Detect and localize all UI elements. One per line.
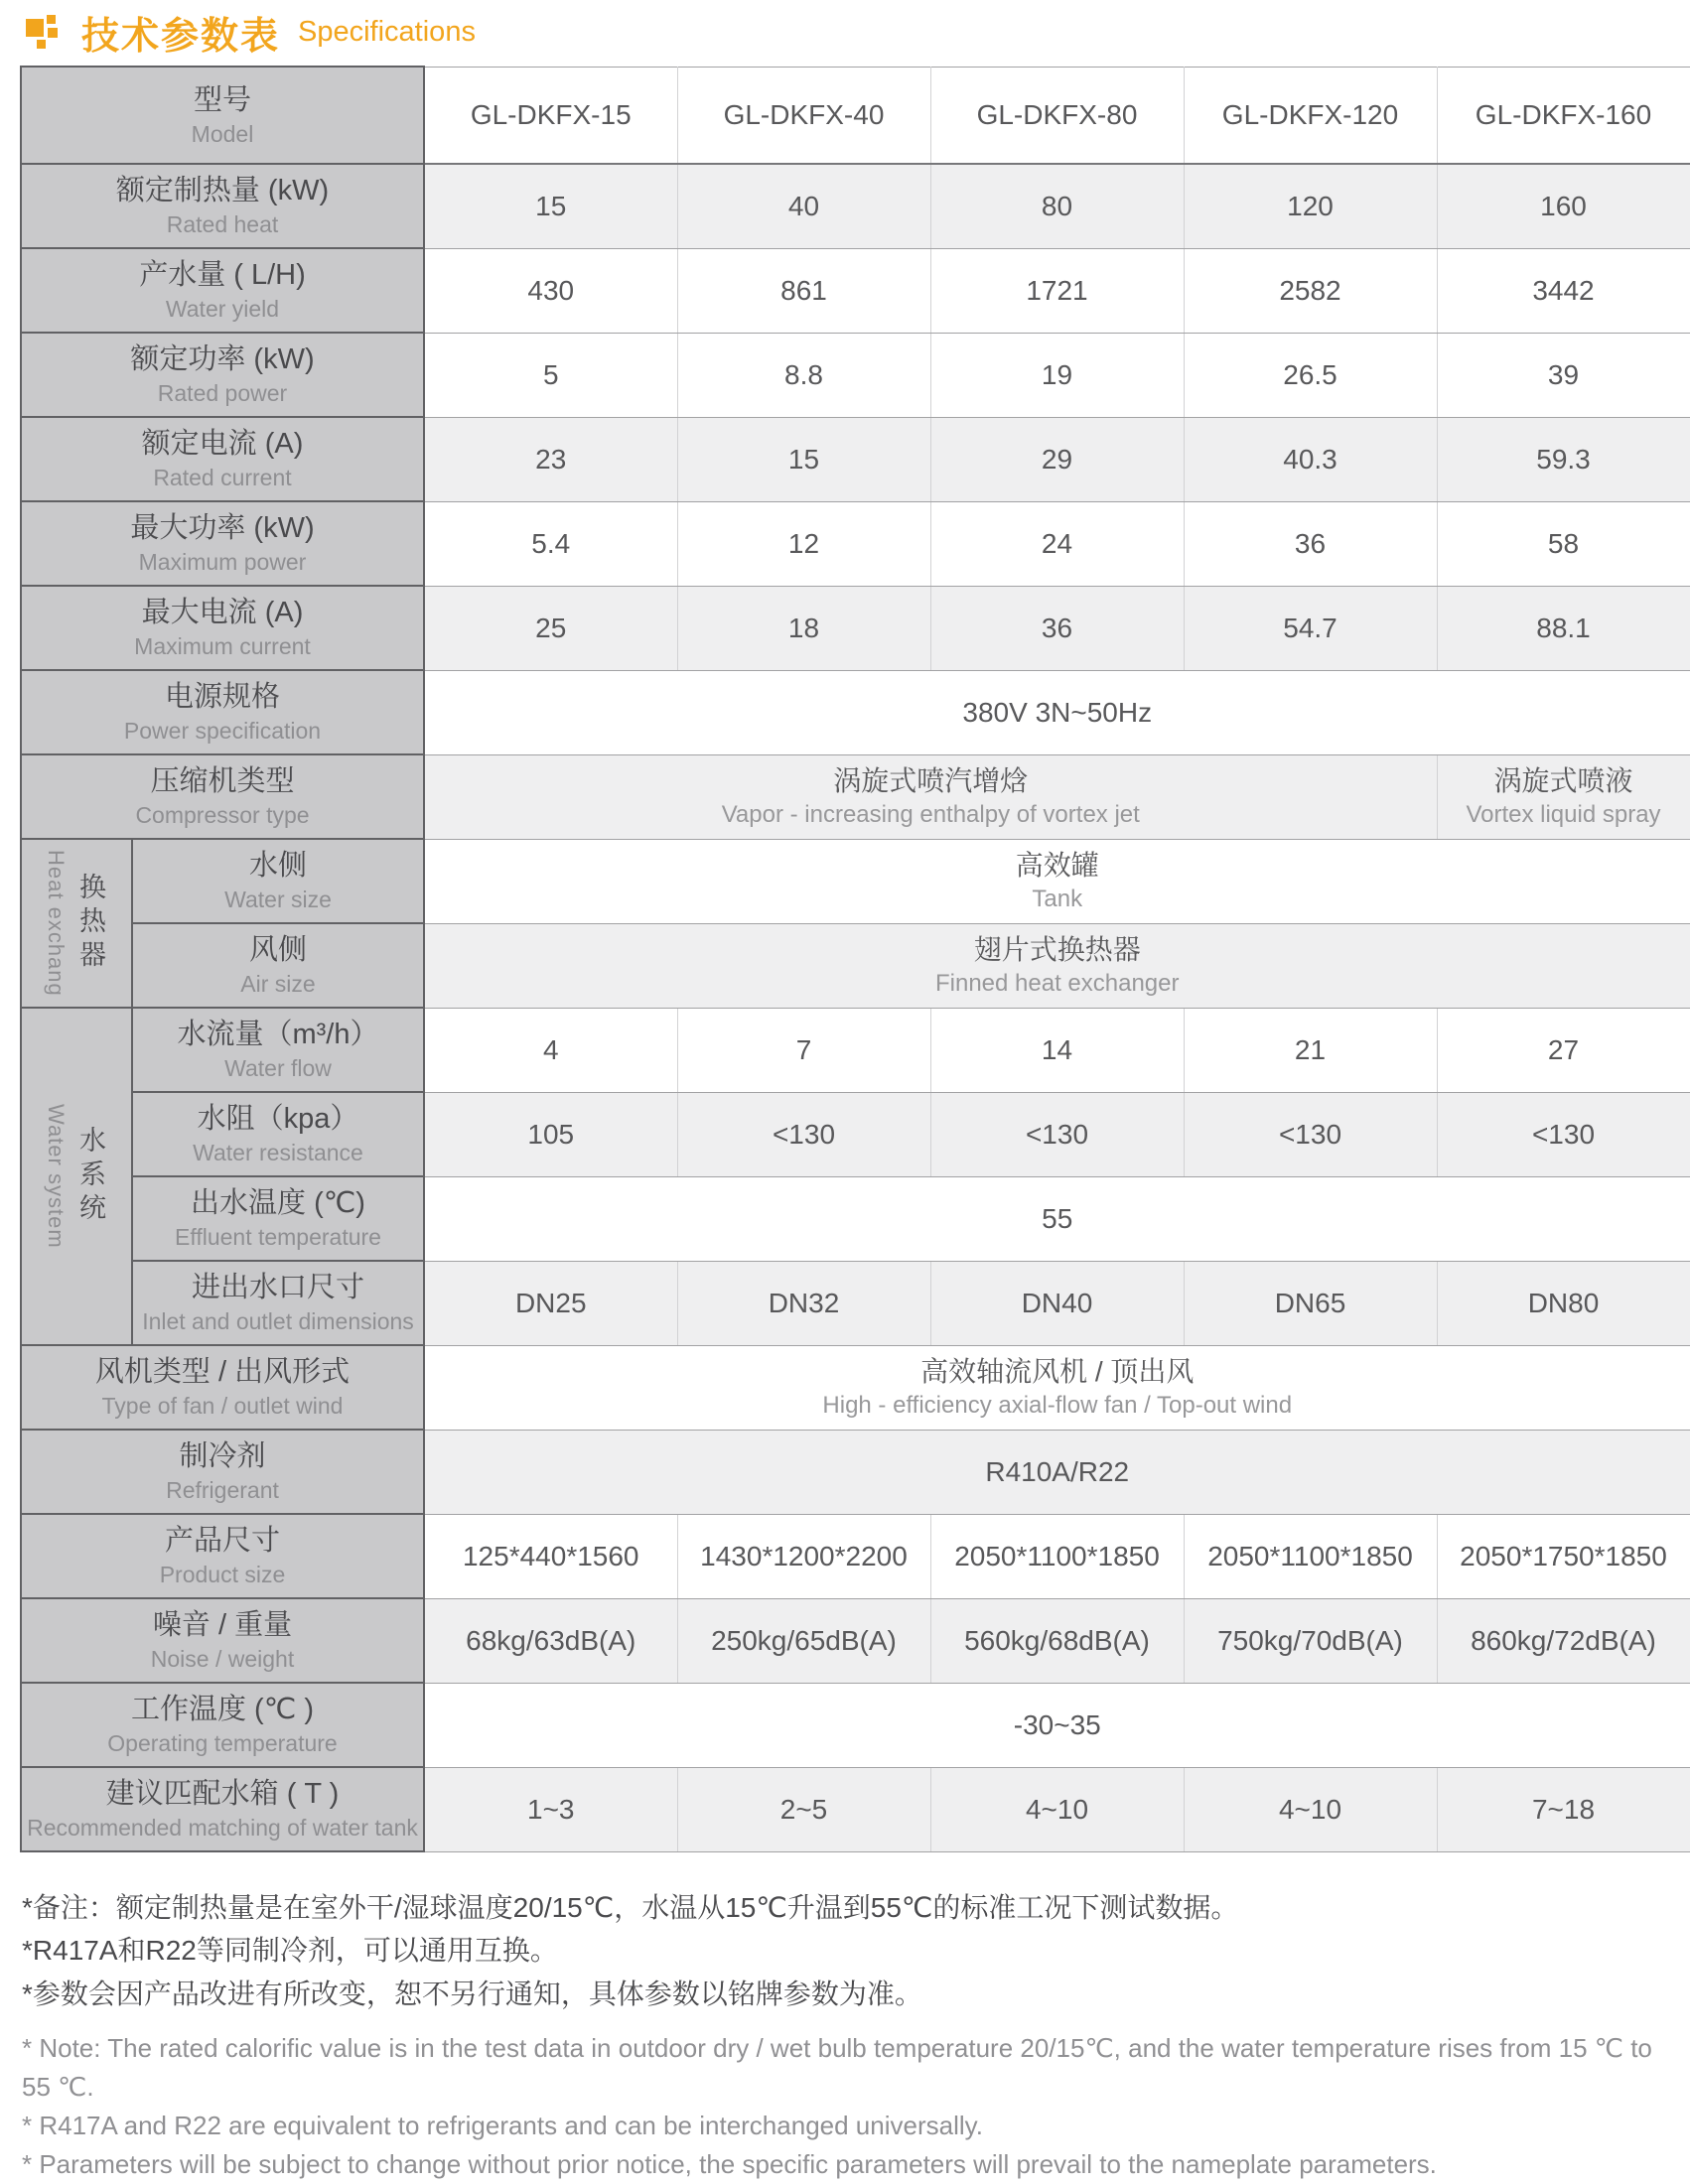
table-row-product-size: 产品尺寸 Product size 125*440*1560 1430*1200*2200 2050*1100*1850 2050*1100*1850 2050*1750*1850 — [21, 1514, 1690, 1598]
cell-value: 15 — [677, 417, 930, 501]
table-row-water-resistance: 水阻（kpa） Water resistance 105 <130 <130 <130 <130 — [21, 1092, 1690, 1176]
table-row-noise-weight: 噪音 / 重量 Noise / weight 68kg/63dB(A) 250kg/65dB(A) 560kg/68dB(A) 750kg/70dB(A) 860kg/72dB(A) — [21, 1598, 1690, 1683]
model-label-en: Model — [191, 120, 254, 147]
cell-value: 2050*1100*1850 — [1184, 1514, 1437, 1598]
cell-value: 250kg/65dB(A) — [677, 1598, 930, 1683]
table-row-refrigerant: 制冷剂 Refrigerant R410A/R22 — [21, 1430, 1690, 1514]
cell-value: DN80 — [1437, 1261, 1690, 1345]
cell-value: 160 — [1437, 164, 1690, 248]
cell-value: 24 — [930, 501, 1184, 586]
cell-value: 1~3 — [424, 1767, 677, 1851]
note-zh-1: *备注：额定制热量是在室外干/湿球温度20/15℃，水温从15℃升温到55℃的标准工况下测试数据。 — [22, 1892, 1239, 1923]
model-col-2: GL-DKFX-40 — [677, 67, 930, 164]
table-row-model — [21, 67, 1690, 164]
cell-value: DN40 — [930, 1261, 1184, 1345]
cell-value: 59.3 — [1437, 417, 1690, 501]
table-row-effluent-temp: 出水温度 (℃) Effluent temperature 55 — [21, 1176, 1690, 1261]
table-row-op-temp: 工作温度 (℃ ) Operating temperature -30~35 — [21, 1683, 1690, 1767]
pixel-squares-icon — [20, 10, 68, 54]
cell-value: 26.5 — [1184, 333, 1437, 417]
cell-value: 860kg/72dB(A) — [1437, 1598, 1690, 1683]
cell-value: 3442 — [1437, 248, 1690, 333]
cell-value: 861 — [677, 248, 930, 333]
cell-value: 21 — [1184, 1008, 1437, 1092]
cell-value: 19 — [930, 333, 1184, 417]
table-row-power-spec: 电源规格 Power specification 380V 3N~50Hz — [21, 670, 1690, 754]
model-label-zh: 型号 — [193, 83, 251, 116]
cell-value: <130 — [1184, 1092, 1437, 1176]
cell-value: 27 — [1437, 1008, 1690, 1092]
page-title-zh: 技术参数表 — [81, 15, 281, 58]
page-title-en: Specifications — [298, 15, 476, 48]
cell-value: DN32 — [677, 1261, 930, 1345]
table-row-tank-rec: 建议匹配水箱 ( T ) Recommended matching of water tank 1~3 2~5 4~10 4~10 7~18 — [21, 1767, 1690, 1851]
cell-value: <130 — [677, 1092, 930, 1176]
cell-span-value: 55 — [424, 1176, 1690, 1261]
cell-value: 4~10 — [1184, 1767, 1437, 1851]
group-water-system: Water system 水系统 — [21, 1008, 132, 1345]
cell-value: 29 — [930, 417, 1184, 501]
note-en-2: * R417A and R22 are equivalent to refrigerants and can be interchanged universally. — [22, 2111, 983, 2141]
cell-value: 1430*1200*2200 — [677, 1514, 930, 1598]
cell-value: 125*440*1560 — [424, 1514, 677, 1598]
model-col-4: GL-DKFX-120 — [1184, 67, 1437, 164]
cell-span-value: 高效轴流风机 / 顶出风 High - efficiency axial-flow fan / Top-out wind — [424, 1345, 1690, 1430]
cell-value: 36 — [930, 586, 1184, 670]
cell-span-value: -30~35 — [424, 1683, 1690, 1767]
specifications-table — [20, 66, 1690, 1852]
cell-value: DN25 — [424, 1261, 677, 1345]
cell-value: 7~18 — [1437, 1767, 1690, 1851]
cell-value: 14 — [930, 1008, 1184, 1092]
table-row-water-yield: 产水量 ( L/H) Water yield 430 861 1721 2582 3442 — [21, 248, 1690, 333]
note-zh-2: *R417A和R22等同制冷剂，可以通用互换。 — [22, 1935, 558, 1967]
cell-value: <130 — [930, 1092, 1184, 1176]
cell-value: 12 — [677, 501, 930, 586]
cell-span-value: 380V 3N~50Hz — [424, 670, 1690, 754]
cell-value: 5.4 — [424, 501, 677, 586]
cell-value: 8.8 — [677, 333, 930, 417]
cell-value: 750kg/70dB(A) — [1184, 1598, 1437, 1683]
cell-value: 80 — [930, 164, 1184, 248]
cell-value: 23 — [424, 417, 677, 501]
cell-value: 40.3 — [1184, 417, 1437, 501]
model-col-5: GL-DKFX-160 — [1437, 67, 1690, 164]
table-row-inlet-outlet: 进出水口尺寸 Inlet and outlet dimensions DN25 DN32 DN40 DN65 DN80 — [21, 1261, 1690, 1345]
cell-value: 36 — [1184, 501, 1437, 586]
table-row-max-power: 最大功率 (kW) Maximum power 5.4 12 24 36 58 — [21, 501, 1690, 586]
cell-value: 105 — [424, 1092, 677, 1176]
table-row-rated-power: 额定功率 (kW) Rated power 5 8.8 19 26.5 39 — [21, 333, 1690, 417]
model-label-cell — [21, 67, 424, 164]
table-row-air-side: 风侧 Air size 翅片式换热器 Finned heat exchanger — [21, 923, 1690, 1008]
cell-span-value: 高效罐 Tank — [424, 839, 1690, 923]
table-row-fan-type: 风机类型 / 出风形式 Type of fan / outlet wind 高效轴流风机 / 顶出风 High - efficiency axial-flow fan / Top-out wind — [21, 1345, 1690, 1430]
cell-value: 2050*1750*1850 — [1437, 1514, 1690, 1598]
note-en-3: * Parameters will be subject to change without prior notice, the specific parameters will prevail to the nameplate parameters. — [22, 2149, 1437, 2180]
cell-value: 88.1 — [1437, 586, 1690, 670]
group-heat-exchanger: Heat exchang 换热器 — [21, 839, 132, 1008]
model-col-1: GL-DKFX-15 — [424, 67, 677, 164]
cell-value: 1721 — [930, 248, 1184, 333]
cell-value: 4 — [424, 1008, 677, 1092]
table-row-compressor: 压缩机类型 Compressor type 涡旋式喷汽增焓 Vapor - increasing enthalpy of vortex jet 涡旋式喷液 Vortex liquid spray — [21, 754, 1690, 839]
cell-value: <130 — [1437, 1092, 1690, 1176]
section-title — [20, 8, 1670, 56]
cell-value: 18 — [677, 586, 930, 670]
cell-value: 15 — [424, 164, 677, 248]
note-zh-3: *参数会因产品改进有所改变，恕不另行通知，具体参数以铭牌参数为准。 — [22, 1978, 922, 2009]
cell-value: 58 — [1437, 501, 1690, 586]
cell-value: 2582 — [1184, 248, 1437, 333]
note-en-1: * Note: The rated calorific value is in the test data in outdoor dry / wet bulb temperature 20/15℃, and the water temperature rises from 15 ℃ to 55 ℃. — [22, 2033, 1652, 2103]
cell-value: 2050*1100*1850 — [930, 1514, 1184, 1598]
footnotes — [22, 1886, 1670, 2184]
cell-value: 430 — [424, 248, 677, 333]
cell-value: 4~10 — [930, 1767, 1184, 1851]
table-row-water-flow: Water system 水系统 水流量（m³/h） Water flow 4 7 14 21 27 — [21, 1008, 1690, 1092]
cell-value: 7 — [677, 1008, 930, 1092]
cell-span-value: R410A/R22 — [424, 1430, 1690, 1514]
cell-compressor-main: 涡旋式喷汽增焓 Vapor - increasing enthalpy of vortex jet — [424, 754, 1437, 839]
cell-value: 120 — [1184, 164, 1437, 248]
table-row-rated-heat: 额定制热量 (kW) Rated heat 15 40 80 120 160 — [21, 164, 1690, 248]
cell-compressor-last: 涡旋式喷液 Vortex liquid spray — [1437, 754, 1690, 839]
cell-value: 5 — [424, 333, 677, 417]
cell-value: 560kg/68dB(A) — [930, 1598, 1184, 1683]
table-row-rated-current: 额定电流 (A) Rated current 23 15 29 40.3 59.3 — [21, 417, 1690, 501]
cell-value: 68kg/63dB(A) — [424, 1598, 677, 1683]
table-row-water-side: Heat exchang 换热器 水侧 Water size 高效罐 Tank — [21, 839, 1690, 923]
table-row-max-current: 最大电流 (A) Maximum current 25 18 36 54.7 88.1 — [21, 586, 1690, 670]
cell-value: 54.7 — [1184, 586, 1437, 670]
model-col-3: GL-DKFX-80 — [930, 67, 1184, 164]
cell-value: 40 — [677, 164, 930, 248]
cell-value: 39 — [1437, 333, 1690, 417]
cell-value: DN65 — [1184, 1261, 1437, 1345]
cell-span-value: 翅片式换热器 Finned heat exchanger — [424, 923, 1690, 1008]
cell-value: 25 — [424, 586, 677, 670]
cell-value: 2~5 — [677, 1767, 930, 1851]
